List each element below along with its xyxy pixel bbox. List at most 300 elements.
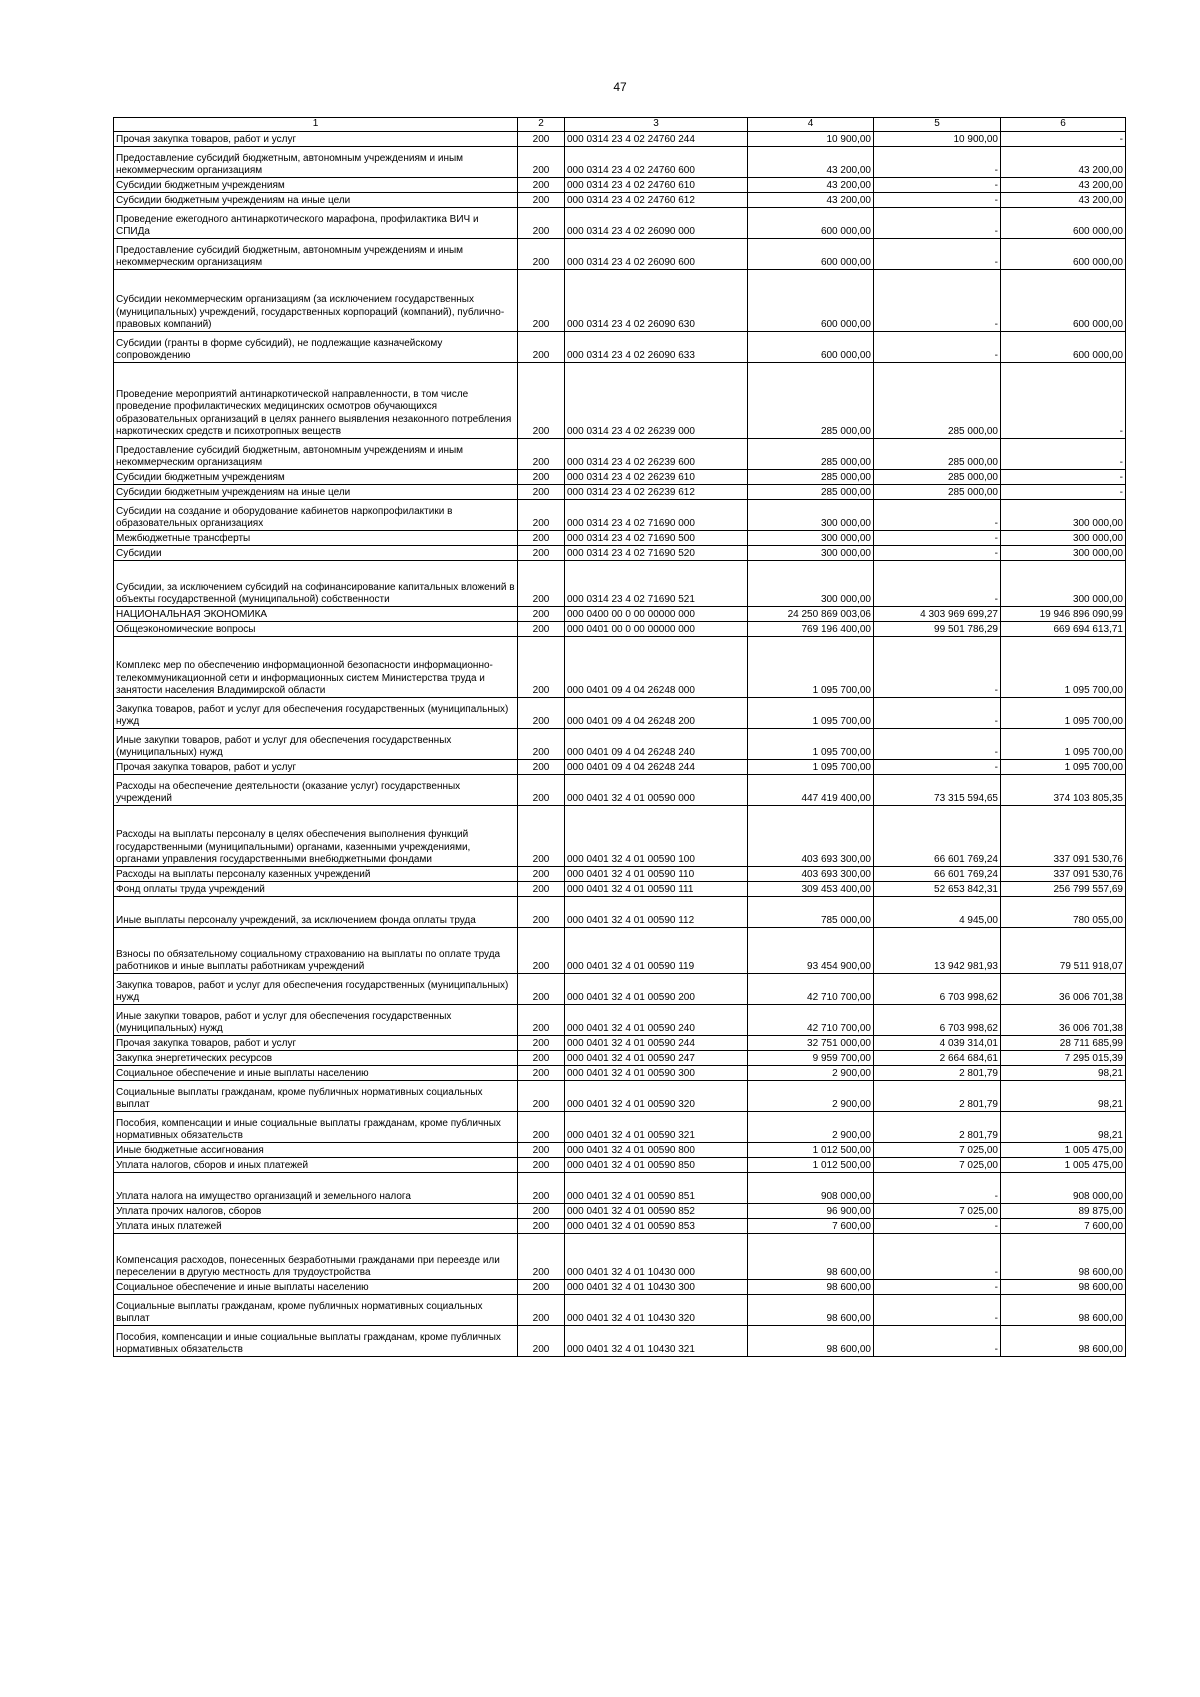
row-approved-amount: 600 000,00 [748,208,874,239]
page-number: 47 [613,80,627,94]
row-approved-amount: 98 600,00 [748,1234,874,1280]
table-row [114,637,1126,698]
row-approved-amount: 1 095 700,00 [748,698,874,729]
row-approved-amount: 785 000,00 [748,897,874,928]
row-description: Субсидии, за исключением субсидий на софинансирование капитальных вложений в объекты государственной (муниципальной) собственности [114,561,518,607]
column-header-2: 2 [518,118,565,132]
row-remaining-amount: 600 000,00 [1001,208,1126,239]
row-approved-amount: 7 600,00 [748,1219,874,1234]
table-row [114,1158,1126,1173]
row-approved-amount: 24 250 869 003,06 [748,607,874,622]
row-remaining-amount: 1 095 700,00 [1001,760,1126,775]
row-executed-amount: - [874,637,1001,698]
row-approved-amount: 42 710 700,00 [748,974,874,1005]
row-executed-amount: 10 900,00 [874,132,1001,147]
row-executed-amount: - [874,208,1001,239]
table-row [114,729,1126,760]
row-description: Прочая закупка товаров, работ и услуг [114,760,518,775]
table-row [114,193,1126,208]
row-description: Проведение ежегодного антинаркотического марафона, профилактика ВИЧ и СПИДа [114,208,518,239]
row-budget-code: 000 0401 32 4 01 10430 320 [565,1295,748,1326]
row-executed-amount: 285 000,00 [874,363,1001,439]
row-executed-amount: 66 601 769,24 [874,867,1001,882]
row-admin-code: 200 [518,622,565,637]
row-budget-code: 000 0314 23 4 02 71690 520 [565,546,748,561]
row-executed-amount: - [874,1280,1001,1295]
row-executed-amount: 7 025,00 [874,1143,1001,1158]
row-admin-code: 200 [518,1295,565,1326]
row-executed-amount: - [874,1295,1001,1326]
row-description: Пособия, компенсации и иные социальные выплаты гражданам, кроме публичных нормативных обязательств [114,1112,518,1143]
row-executed-amount: 285 000,00 [874,470,1001,485]
row-remaining-amount: 337 091 530,76 [1001,806,1126,867]
table-row [114,270,1126,332]
row-executed-amount: 285 000,00 [874,485,1001,500]
row-budget-code: 000 0401 32 4 01 00590 240 [565,1005,748,1036]
row-remaining-amount: 79 511 918,07 [1001,928,1126,974]
row-remaining-amount: - [1001,439,1126,470]
row-description: Взносы по обязательному социальному страхованию на выплаты по оплате труда работников и иные выплаты работникам учреждений [114,928,518,974]
row-budget-code: 000 0401 32 4 01 00590 853 [565,1219,748,1234]
row-remaining-amount: 98,21 [1001,1066,1126,1081]
row-remaining-amount: 43 200,00 [1001,147,1126,178]
row-executed-amount: - [874,698,1001,729]
row-description: Расходы на выплаты персоналу казенных учреждений [114,867,518,882]
column-header-1: 1 [114,118,518,132]
row-approved-amount: 43 200,00 [748,178,874,193]
row-executed-amount: - [874,239,1001,270]
row-executed-amount: 7 025,00 [874,1204,1001,1219]
row-description: Уплата прочих налогов, сборов [114,1204,518,1219]
row-remaining-amount: - [1001,470,1126,485]
row-approved-amount: 1 095 700,00 [748,729,874,760]
row-remaining-amount: 43 200,00 [1001,193,1126,208]
row-admin-code: 200 [518,897,565,928]
row-admin-code: 200 [518,439,565,470]
row-budget-code: 000 0401 32 4 01 00590 800 [565,1143,748,1158]
row-executed-amount: - [874,178,1001,193]
row-approved-amount: 2 900,00 [748,1081,874,1112]
row-remaining-amount: 98,21 [1001,1081,1126,1112]
row-description: Фонд оплаты труда учреждений [114,882,518,897]
row-approved-amount: 1 012 500,00 [748,1158,874,1173]
row-remaining-amount: 669 694 613,71 [1001,622,1126,637]
row-executed-amount: 285 000,00 [874,439,1001,470]
row-remaining-amount: 1 095 700,00 [1001,698,1126,729]
row-description: Социальное обеспечение и иные выплаты населению [114,1280,518,1295]
row-remaining-amount: 98 600,00 [1001,1234,1126,1280]
row-remaining-amount: 98 600,00 [1001,1326,1126,1357]
row-description: Уплата налога на имущество организаций и земельного налога [114,1173,518,1204]
row-executed-amount: - [874,1173,1001,1204]
table-row [114,1204,1126,1219]
row-executed-amount: - [874,332,1001,363]
row-budget-code: 000 0314 23 4 02 71690 500 [565,531,748,546]
row-budget-code: 000 0401 32 4 01 00590 111 [565,882,748,897]
row-description: Прочая закупка товаров, работ и услуг [114,1036,518,1051]
row-admin-code: 200 [518,561,565,607]
row-admin-code: 200 [518,239,565,270]
row-approved-amount: 98 600,00 [748,1326,874,1357]
row-admin-code: 200 [518,607,565,622]
row-budget-code: 000 0401 32 4 01 00590 000 [565,775,748,806]
table-row [114,1219,1126,1234]
row-description: Субсидии бюджетным учреждениям [114,178,518,193]
column-header-4: 4 [748,118,874,132]
row-executed-amount: - [874,531,1001,546]
row-remaining-amount: 300 000,00 [1001,561,1126,607]
row-budget-code: 000 0401 09 4 04 26248 240 [565,729,748,760]
row-remaining-amount: 908 000,00 [1001,1173,1126,1204]
row-description: Комплекс мер по обеспечению информационной безопасности информационно-телекоммуникационной сети и информационных систем Министерства труда и занятости населения Владимирской области [114,637,518,698]
row-admin-code: 200 [518,1173,565,1204]
row-admin-code: 200 [518,1219,565,1234]
row-budget-code: 000 0314 23 4 02 26239 610 [565,470,748,485]
row-budget-code: 000 0401 09 4 04 26248 244 [565,760,748,775]
row-admin-code: 200 [518,500,565,531]
row-executed-amount: - [874,1234,1001,1280]
row-admin-code: 200 [518,132,565,147]
row-description: Предоставление субсидий бюджетным, автономным учреждениям и иным некоммерческим организациям [114,439,518,470]
row-budget-code: 000 0401 32 4 01 00590 100 [565,806,748,867]
row-approved-amount: 403 693 300,00 [748,867,874,882]
row-description: Прочая закупка товаров, работ и услуг [114,132,518,147]
row-description: Закупка энергетических ресурсов [114,1051,518,1066]
row-approved-amount: 447 419 400,00 [748,775,874,806]
row-budget-code: 000 0314 23 4 02 26239 612 [565,485,748,500]
row-admin-code: 200 [518,928,565,974]
row-budget-code: 000 0314 23 4 02 24760 600 [565,147,748,178]
row-description: Предоставление субсидий бюджетным, автономным учреждениям и иным некоммерческим организациям [114,147,518,178]
row-remaining-amount: 300 000,00 [1001,500,1126,531]
row-remaining-amount: 36 006 701,38 [1001,974,1126,1005]
row-description: НАЦИОНАЛЬНАЯ ЭКОНОМИКА [114,607,518,622]
row-description: Уплата иных платежей [114,1219,518,1234]
row-remaining-amount: 28 711 685,99 [1001,1036,1126,1051]
column-header-5: 5 [874,118,1001,132]
table-row [114,1173,1126,1204]
row-description: Общеэкономические вопросы [114,622,518,637]
row-budget-code: 000 0400 00 0 00 00000 000 [565,607,748,622]
table-header-row [114,118,1126,132]
row-approved-amount: 285 000,00 [748,485,874,500]
table-row [114,698,1126,729]
row-admin-code: 200 [518,637,565,698]
row-admin-code: 200 [518,1005,565,1036]
table-row [114,897,1126,928]
table-row [114,485,1126,500]
row-executed-amount: 7 025,00 [874,1158,1001,1173]
row-remaining-amount: 337 091 530,76 [1001,867,1126,882]
row-description: Субсидии бюджетным учреждениям на иные цели [114,193,518,208]
row-admin-code: 200 [518,974,565,1005]
row-budget-code: 000 0314 23 4 02 24760 610 [565,178,748,193]
row-approved-amount: 300 000,00 [748,531,874,546]
row-executed-amount: 99 501 786,29 [874,622,1001,637]
row-budget-code: 000 0314 23 4 02 24760 612 [565,193,748,208]
row-admin-code: 200 [518,806,565,867]
budget-table [113,117,1126,1357]
table-row [114,239,1126,270]
row-remaining-amount: 43 200,00 [1001,178,1126,193]
row-approved-amount: 98 600,00 [748,1295,874,1326]
row-admin-code: 200 [518,531,565,546]
row-approved-amount: 43 200,00 [748,193,874,208]
row-approved-amount: 10 900,00 [748,132,874,147]
row-approved-amount: 2 900,00 [748,1112,874,1143]
row-description: Уплата налогов, сборов и иных платежей [114,1158,518,1173]
row-remaining-amount: 19 946 896 090,99 [1001,607,1126,622]
table-row [114,867,1126,882]
table-body [114,132,1126,1357]
row-description: Субсидии бюджетным учреждениям на иные цели [114,485,518,500]
table-row [114,775,1126,806]
row-admin-code: 200 [518,882,565,897]
row-executed-amount: 2 801,79 [874,1066,1001,1081]
row-executed-amount: 6 703 998,62 [874,974,1001,1005]
row-budget-code: 000 0401 32 4 01 10430 321 [565,1326,748,1357]
row-admin-code: 200 [518,208,565,239]
row-approved-amount: 600 000,00 [748,239,874,270]
row-executed-amount: - [874,1326,1001,1357]
row-executed-amount: 6 703 998,62 [874,1005,1001,1036]
row-description: Социальные выплаты гражданам, кроме публичных нормативных социальных выплат [114,1295,518,1326]
table-row [114,178,1126,193]
table-row [114,147,1126,178]
table-row [114,1081,1126,1112]
table-row [114,470,1126,485]
table-row [114,622,1126,637]
table-row [114,439,1126,470]
row-description: Проведение мероприятий антинаркотической направленности, в том числе проведение профилактических медицинских осмотров обучающихся образовательных организаций в целях раннего выявления незаконного потребления наркотических средств и психотропных веществ [114,363,518,439]
row-remaining-amount: 1 005 475,00 [1001,1143,1126,1158]
table-row [114,132,1126,147]
row-approved-amount: 285 000,00 [748,470,874,485]
row-admin-code: 200 [518,1112,565,1143]
table-row [114,531,1126,546]
row-budget-code: 000 0314 23 4 02 71690 521 [565,561,748,607]
row-admin-code: 200 [518,1158,565,1173]
row-description: Иные выплаты персоналу учреждений, за исключением фонда оплаты труда [114,897,518,928]
table-row [114,607,1126,622]
row-remaining-amount: 600 000,00 [1001,239,1126,270]
row-executed-amount: - [874,729,1001,760]
row-admin-code: 200 [518,363,565,439]
row-executed-amount: 2 664 684,61 [874,1051,1001,1066]
row-remaining-amount: - [1001,363,1126,439]
row-description: Расходы на обеспечение деятельности (оказание услуг) государственных учреждений [114,775,518,806]
row-budget-code: 000 0401 32 4 01 00590 200 [565,974,748,1005]
row-admin-code: 200 [518,1143,565,1158]
row-remaining-amount: 7 295 015,39 [1001,1051,1126,1066]
column-header-6: 6 [1001,118,1126,132]
row-description: Социальное обеспечение и иные выплаты населению [114,1066,518,1081]
row-admin-code: 200 [518,1081,565,1112]
row-approved-amount: 1 012 500,00 [748,1143,874,1158]
row-approved-amount: 98 600,00 [748,1280,874,1295]
row-remaining-amount: 300 000,00 [1001,531,1126,546]
row-executed-amount: 13 942 981,93 [874,928,1001,974]
row-budget-code: 000 0401 32 4 01 00590 851 [565,1173,748,1204]
row-budget-code: 000 0314 23 4 02 24760 244 [565,132,748,147]
table-row [114,1280,1126,1295]
row-executed-amount: - [874,760,1001,775]
row-description: Субсидии (гранты в форме субсидий), не подлежащие казначейскому сопровождению [114,332,518,363]
row-remaining-amount: 98,21 [1001,1112,1126,1143]
row-remaining-amount: 98 600,00 [1001,1280,1126,1295]
row-description: Закупка товаров, работ и услуг для обеспечения государственных (муниципальных) нужд [114,974,518,1005]
table-row [114,1005,1126,1036]
row-admin-code: 200 [518,867,565,882]
row-approved-amount: 42 710 700,00 [748,1005,874,1036]
row-approved-amount: 93 454 900,00 [748,928,874,974]
row-description: Субсидии [114,546,518,561]
table-row [114,1234,1126,1280]
row-budget-code: 000 0401 32 4 01 00590 852 [565,1204,748,1219]
table-row [114,974,1126,1005]
row-admin-code: 200 [518,270,565,332]
column-header-3: 3 [565,118,748,132]
row-admin-code: 200 [518,485,565,500]
row-budget-code: 000 0401 09 4 04 26248 200 [565,698,748,729]
table-row [114,363,1126,439]
row-remaining-amount: 36 006 701,38 [1001,1005,1126,1036]
row-approved-amount: 300 000,00 [748,561,874,607]
row-budget-code: 000 0401 32 4 01 00590 244 [565,1036,748,1051]
row-admin-code: 200 [518,729,565,760]
row-admin-code: 200 [518,1280,565,1295]
row-budget-code: 000 0401 32 4 01 10430 000 [565,1234,748,1280]
row-description: Расходы на выплаты персоналу в целях обеспечения выполнения функций государственными (муниципальными) органами, казенными учреждениями, органами управления государственными внебюджетными фондами [114,806,518,867]
row-budget-code: 000 0314 23 4 02 71690 000 [565,500,748,531]
row-executed-amount: - [874,500,1001,531]
row-budget-code: 000 0401 32 4 01 00590 247 [565,1051,748,1066]
row-budget-code: 000 0314 23 4 02 26239 600 [565,439,748,470]
row-executed-amount: 73 315 594,65 [874,775,1001,806]
row-description: Закупка товаров, работ и услуг для обеспечения государственных (муниципальных) нужд [114,698,518,729]
row-admin-code: 200 [518,698,565,729]
row-budget-code: 000 0401 32 4 01 00590 320 [565,1081,748,1112]
row-description: Межбюджетные трансферты [114,531,518,546]
row-description: Компенсация расходов, понесенных безработными гражданами при переезде или переселении в другую местность для трудоустройства [114,1234,518,1280]
row-budget-code: 000 0401 09 4 04 26248 000 [565,637,748,698]
row-remaining-amount: - [1001,485,1126,500]
row-admin-code: 200 [518,1234,565,1280]
row-approved-amount: 769 196 400,00 [748,622,874,637]
table-row [114,760,1126,775]
row-budget-code: 000 0401 32 4 01 00590 321 [565,1112,748,1143]
row-remaining-amount: 600 000,00 [1001,332,1126,363]
row-approved-amount: 285 000,00 [748,363,874,439]
row-admin-code: 200 [518,470,565,485]
row-budget-code: 000 0401 32 4 01 00590 119 [565,928,748,974]
row-approved-amount: 32 751 000,00 [748,1036,874,1051]
row-description: Субсидии бюджетным учреждениям [114,470,518,485]
row-budget-code: 000 0314 23 4 02 26239 000 [565,363,748,439]
row-admin-code: 200 [518,1051,565,1066]
table-row [114,546,1126,561]
row-description: Иные бюджетные ассигнования [114,1143,518,1158]
table-row [114,561,1126,607]
row-executed-amount: 2 801,79 [874,1081,1001,1112]
row-remaining-amount: 374 103 805,35 [1001,775,1126,806]
row-admin-code: 200 [518,760,565,775]
row-budget-code: 000 0401 32 4 01 10430 300 [565,1280,748,1295]
row-description: Субсидии на создание и оборудование кабинетов наркопрофилактики в образовательных организациях [114,500,518,531]
row-remaining-amount: - [1001,132,1126,147]
row-approved-amount: 1 095 700,00 [748,760,874,775]
row-description: Предоставление субсидий бюджетным, автономным учреждениям и иным некоммерческим организациям [114,239,518,270]
row-approved-amount: 1 095 700,00 [748,637,874,698]
row-approved-amount: 600 000,00 [748,332,874,363]
row-remaining-amount: 300 000,00 [1001,546,1126,561]
row-approved-amount: 96 900,00 [748,1204,874,1219]
row-executed-amount: 2 801,79 [874,1112,1001,1143]
row-executed-amount: - [874,270,1001,332]
row-approved-amount: 9 959 700,00 [748,1051,874,1066]
row-remaining-amount: 1 005 475,00 [1001,1158,1126,1173]
row-approved-amount: 285 000,00 [748,439,874,470]
table-row [114,1112,1126,1143]
row-executed-amount: - [874,546,1001,561]
table-row [114,1066,1126,1081]
row-budget-code: 000 0401 00 0 00 00000 000 [565,622,748,637]
row-executed-amount: 66 601 769,24 [874,806,1001,867]
table-row [114,882,1126,897]
row-admin-code: 200 [518,1326,565,1357]
table-row [114,928,1126,974]
row-executed-amount: - [874,561,1001,607]
row-executed-amount: - [874,1219,1001,1234]
row-remaining-amount: 1 095 700,00 [1001,637,1126,698]
table-row [114,208,1126,239]
row-budget-code: 000 0401 32 4 01 00590 850 [565,1158,748,1173]
row-approved-amount: 403 693 300,00 [748,806,874,867]
row-approved-amount: 300 000,00 [748,546,874,561]
table-row [114,1051,1126,1066]
row-admin-code: 200 [518,178,565,193]
row-admin-code: 200 [518,332,565,363]
row-admin-code: 200 [518,1036,565,1051]
row-budget-code: 000 0314 23 4 02 26090 633 [565,332,748,363]
row-approved-amount: 908 000,00 [748,1173,874,1204]
table-row [114,1326,1126,1357]
row-description: Пособия, компенсации и иные социальные выплаты гражданам, кроме публичных нормативных обязательств [114,1326,518,1357]
row-executed-amount: 4 945,00 [874,897,1001,928]
row-approved-amount: 600 000,00 [748,270,874,332]
table-row [114,806,1126,867]
row-approved-amount: 2 900,00 [748,1066,874,1081]
row-executed-amount: - [874,193,1001,208]
row-budget-code: 000 0401 32 4 01 00590 112 [565,897,748,928]
table-row [114,1143,1126,1158]
table-row [114,500,1126,531]
row-approved-amount: 309 453 400,00 [748,882,874,897]
table-row [114,332,1126,363]
row-admin-code: 200 [518,546,565,561]
row-budget-code: 000 0401 32 4 01 00590 110 [565,867,748,882]
row-approved-amount: 300 000,00 [748,500,874,531]
row-description: Иные закупки товаров, работ и услуг для обеспечения государственных (муниципальных) нужд [114,1005,518,1036]
row-description: Социальные выплаты гражданам, кроме публичных нормативных социальных выплат [114,1081,518,1112]
row-executed-amount: 4 303 969 699,27 [874,607,1001,622]
row-admin-code: 200 [518,1066,565,1081]
row-remaining-amount: 1 095 700,00 [1001,729,1126,760]
row-executed-amount: 4 039 314,01 [874,1036,1001,1051]
row-admin-code: 200 [518,193,565,208]
row-remaining-amount: 89 875,00 [1001,1204,1126,1219]
row-budget-code: 000 0314 23 4 02 26090 600 [565,239,748,270]
